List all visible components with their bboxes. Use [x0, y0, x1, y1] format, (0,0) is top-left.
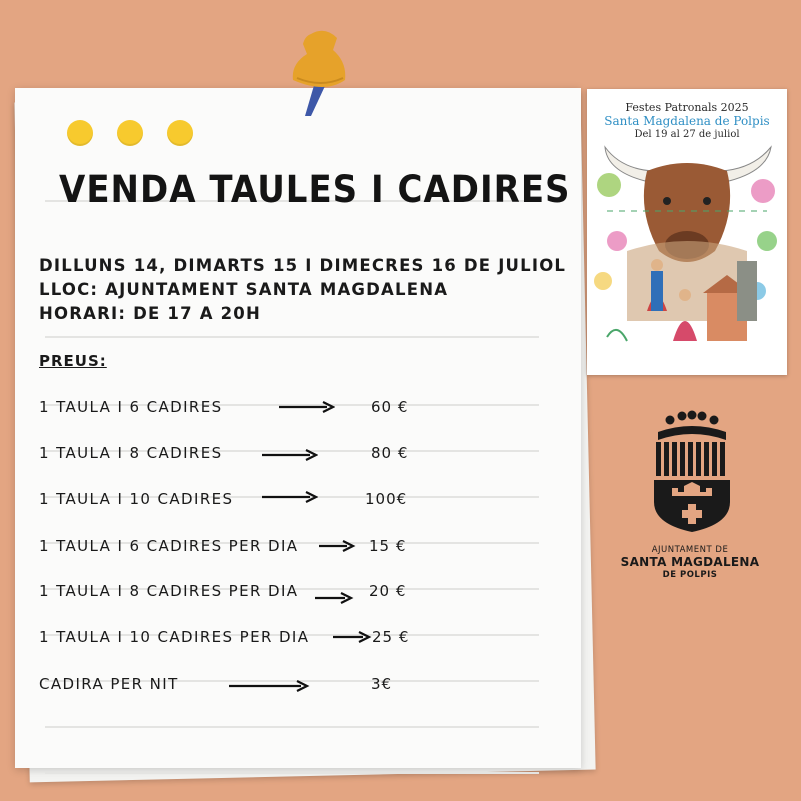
price-value: 60 € — [371, 398, 409, 416]
price-value: 15 € — [369, 537, 407, 555]
festival-poster — [587, 89, 787, 375]
poster-title: Festes Patronals 2025 — [625, 101, 749, 114]
price-label: 1 TAULA I 8 CADIRES PER DIA — [39, 582, 299, 600]
price-label: 1 TAULA I 6 CADIRES — [39, 398, 223, 416]
notice-paper — [15, 88, 581, 768]
price-value: 3€ — [371, 675, 393, 693]
bull-illustration-icon — [587, 141, 787, 375]
yellow-dot-icon — [67, 120, 93, 146]
yellow-dot-icon — [167, 120, 193, 146]
dates-line: DILLUNS 14, DIMARTS 15 I DIMECRES 16 DE JULIOL — [39, 256, 567, 275]
page-title: VENDA TAULES I CADIRES — [59, 168, 571, 212]
town-hall-line3: DE POLPIS — [662, 570, 718, 580]
location-line: LLOC: AJUNTAMENT SANTA MAGDALENA — [39, 280, 449, 299]
price-label: 1 TAULA I 6 CADIRES PER DIA — [39, 537, 299, 555]
price-value: 80 € — [371, 444, 409, 462]
arrow-right-icon — [260, 448, 318, 462]
coat-of-arms-icon — [652, 410, 732, 534]
price-value: 25 € — [372, 628, 410, 646]
price-label: 1 TAULA I 8 CADIRES — [39, 444, 223, 462]
poster-dates: Del 19 al 27 de juliol — [634, 129, 740, 140]
arrow-right-icon — [313, 591, 355, 605]
pushpin-icon — [285, 28, 355, 120]
poster-town: Santa Magdalena de Polpis — [604, 114, 770, 128]
arrow-right-icon — [277, 400, 335, 414]
arrow-right-icon — [227, 679, 311, 693]
yellow-dot-icon — [117, 120, 143, 146]
schedule-line: HORARI: DE 17 A 20H — [39, 304, 262, 323]
town-hall-line1: AJUNTAMENT DE — [651, 545, 729, 555]
town-hall-name: SANTA MAGDALENA — [620, 555, 760, 569]
price-value: 20 € — [369, 582, 407, 600]
price-value: 100€ — [365, 490, 408, 508]
prices-heading: PREUS: — [39, 352, 107, 370]
price-label: CADIRA PER NIT — [39, 675, 179, 693]
price-label: 1 TAULA I 10 CADIRES PER DIA — [39, 628, 310, 646]
arrow-right-icon — [260, 490, 318, 504]
arrow-right-icon — [317, 539, 357, 553]
arrow-right-icon — [331, 630, 373, 644]
price-label: 1 TAULA I 10 CADIRES — [39, 490, 234, 508]
